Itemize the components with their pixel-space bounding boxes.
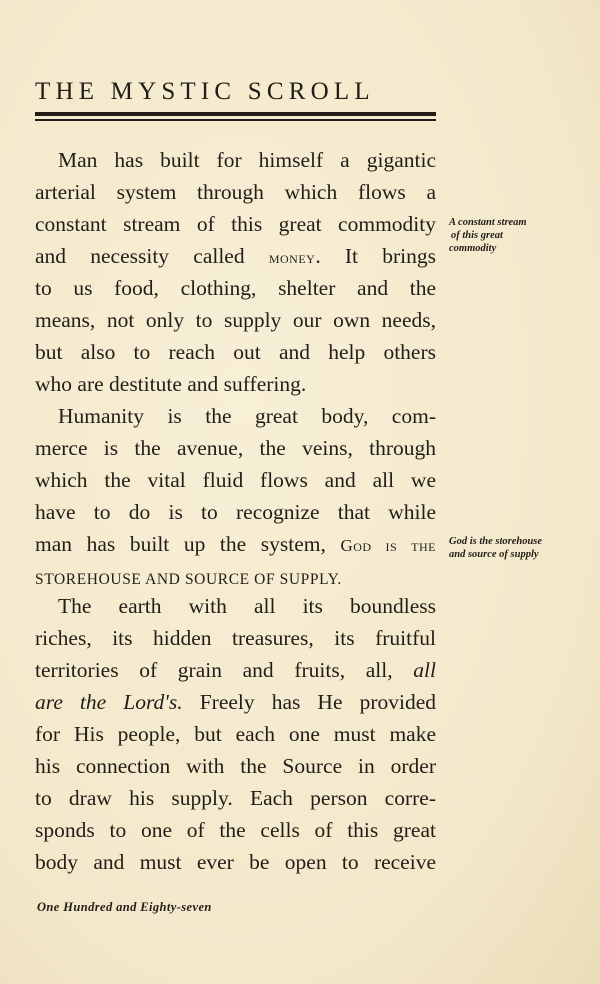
text-segment: Humanity is the great body, com- xyxy=(58,404,436,428)
running-head: THE MYSTIC SCROLL xyxy=(35,78,375,105)
text-segment: territories of grain and fruits, all, xyxy=(35,658,414,682)
body-line xyxy=(35,306,436,334)
text-segment: for His people, but each one must make xyxy=(35,722,436,746)
text-segment: and necessity called xyxy=(35,244,269,268)
body-line xyxy=(35,624,436,652)
body-line xyxy=(35,656,436,684)
text-segment: which the vital fluid flows and all we xyxy=(35,468,436,492)
body-line xyxy=(35,498,436,526)
text-segment: all xyxy=(413,658,436,682)
body-line xyxy=(35,434,436,462)
body-line xyxy=(35,563,436,594)
text-segment: means, not only to supply our own needs, xyxy=(35,308,436,332)
text-segment: to us food, clothing, shelter and the xyxy=(35,276,436,300)
header-rule-thick xyxy=(35,112,436,116)
text-segment: who are destitute and suffering. xyxy=(35,372,307,396)
body-line xyxy=(35,242,436,272)
body-line xyxy=(35,178,436,206)
body-line xyxy=(35,688,436,716)
text-segment: Man has built for himself a gigantic xyxy=(58,148,436,172)
body-line xyxy=(35,370,436,398)
body-line xyxy=(35,338,436,366)
text-segment: STOREHOUSE AND SOURCE OF SUPPLY. xyxy=(35,571,342,588)
margin-note-line: God is the storehouse xyxy=(449,536,543,547)
header-rule-thin xyxy=(35,119,436,121)
body-line xyxy=(58,592,436,620)
margin-note-line: A constant stream xyxy=(449,217,527,228)
text-segment: are the Lord's. xyxy=(35,690,183,714)
text-segment: body and must ever be open to receive xyxy=(35,850,436,874)
text-segment: . It brings xyxy=(315,244,436,268)
body-line xyxy=(35,720,436,748)
body-line xyxy=(58,146,436,174)
text-segment: man has built up the system, xyxy=(35,532,341,556)
body-line xyxy=(35,848,436,876)
body-line xyxy=(35,784,436,812)
text-segment: his connection with the Source in order xyxy=(35,754,436,778)
margin-note-2 xyxy=(449,535,542,561)
text-segment: but also to reach out and help others xyxy=(35,340,436,364)
body-line xyxy=(58,402,436,430)
margin-note-1 xyxy=(449,216,527,255)
text-segment: merce is the avenue, the veins, through xyxy=(35,436,436,460)
body-line xyxy=(35,274,436,302)
text-segment: sponds to one of the cells of this great xyxy=(35,818,436,842)
body-line xyxy=(35,816,436,844)
page-number-footer: One Hundred and Eighty-seven xyxy=(37,900,212,914)
text-segment: to draw his supply. Each person corre- xyxy=(35,786,436,810)
body-line xyxy=(35,752,436,780)
margin-note-line: of this great xyxy=(451,230,503,241)
text-segment: constant stream of this great commodity xyxy=(35,212,436,236)
text-segment: Freely has He provided xyxy=(182,690,436,714)
text-segment: have to do is to recognize that while xyxy=(35,500,436,524)
text-segment: riches, its hidden treasures, its fruitful xyxy=(35,626,436,650)
body-line xyxy=(35,210,436,238)
text-segment: arterial system through which flows a xyxy=(35,180,436,204)
body-line xyxy=(35,466,436,494)
margin-note-line: commodity xyxy=(449,243,497,254)
text-segment: The earth with all its boundless xyxy=(58,594,436,618)
margin-note-line: and source of supply xyxy=(449,549,539,560)
body-line xyxy=(35,530,436,560)
text-segment: God is the xyxy=(340,536,436,555)
text-segment: money xyxy=(268,248,316,267)
